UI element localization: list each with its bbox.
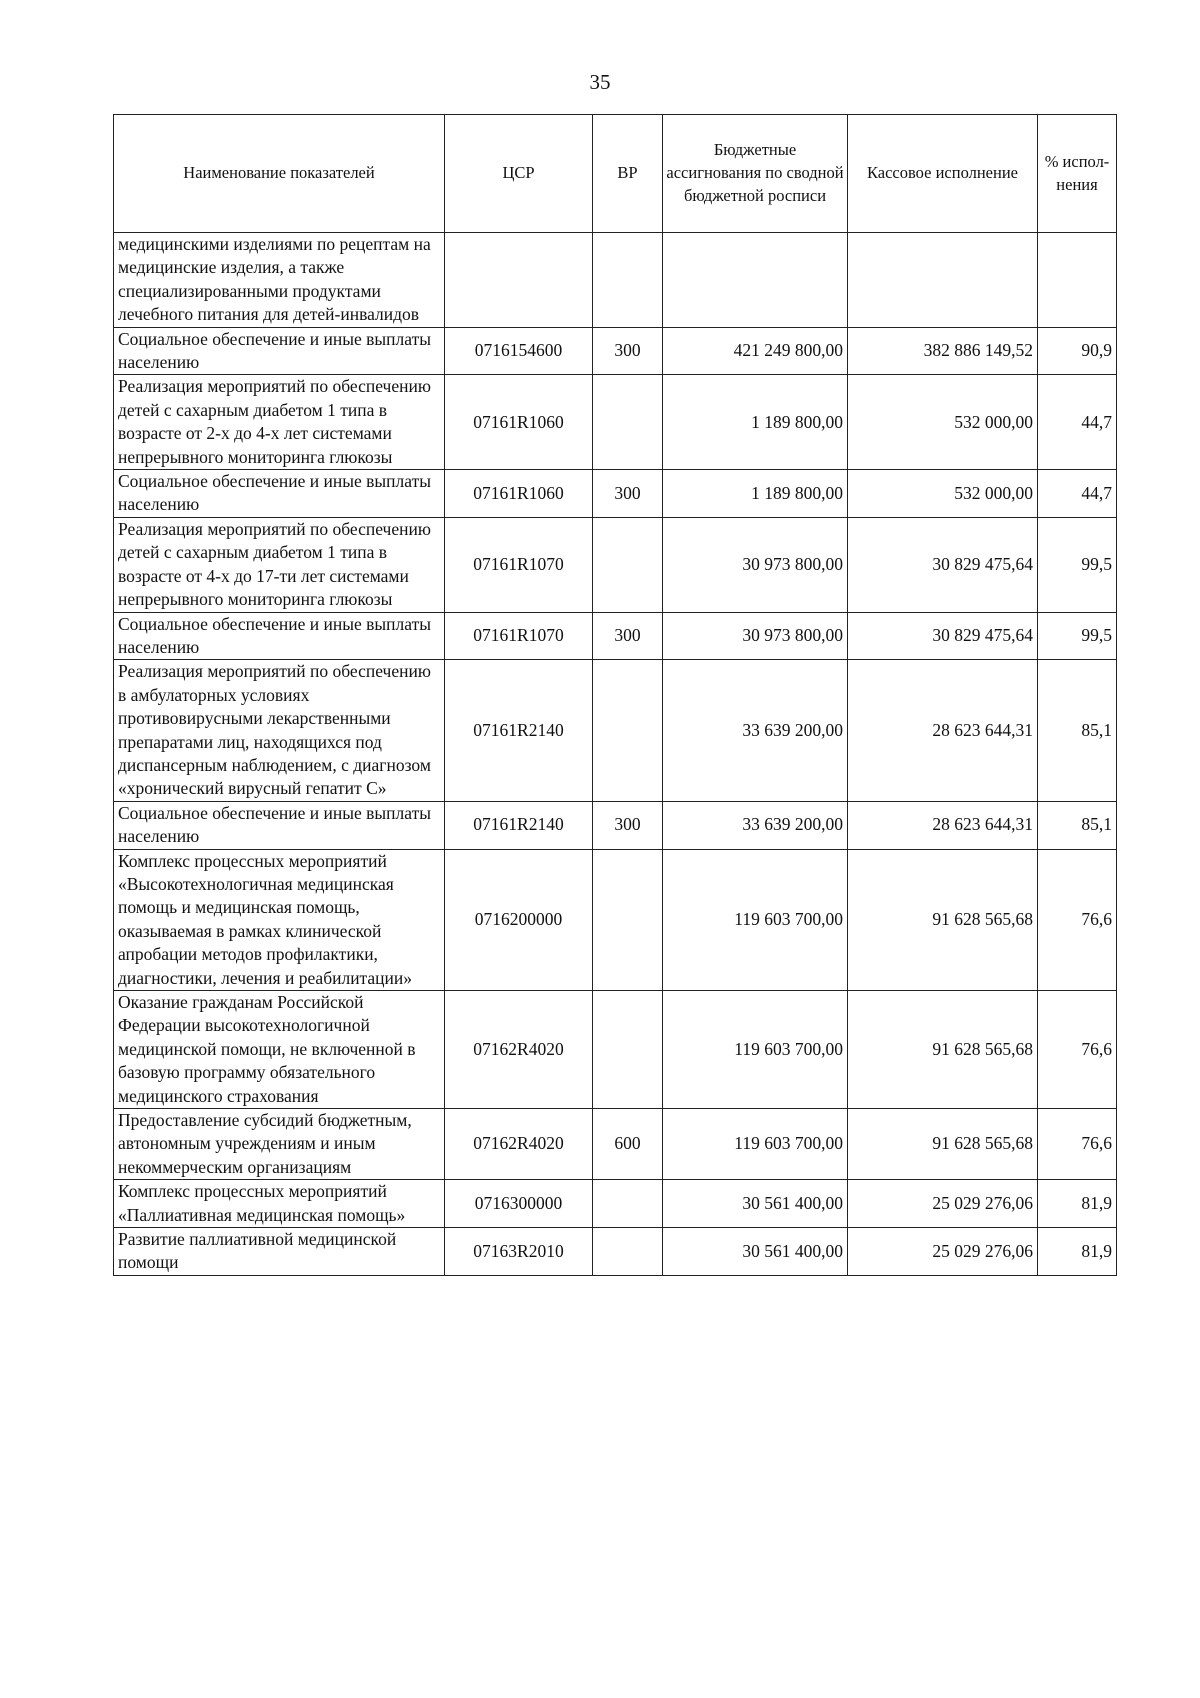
row-percent [1038, 233, 1117, 328]
row-name: Социальное обеспечение и иные выплаты населению [114, 470, 445, 518]
row-vr [593, 849, 663, 990]
row-cash: 25 029 276,06 [848, 1228, 1038, 1276]
row-percent: 90,9 [1038, 327, 1117, 375]
row-allocations: 1 189 800,00 [663, 470, 848, 518]
row-csr: 07161R1060 [445, 470, 593, 518]
row-vr: 300 [593, 470, 663, 518]
table-row [114, 801, 1117, 849]
row-allocations: 119 603 700,00 [663, 849, 848, 990]
row-name: Социальное обеспечение и иные выплаты населению [114, 612, 445, 660]
header-csr: ЦСР [445, 115, 593, 233]
row-percent: 99,5 [1038, 612, 1117, 660]
row-allocations: 30 561 400,00 [663, 1228, 848, 1276]
row-cash: 25 029 276,06 [848, 1180, 1038, 1228]
table-header-row [114, 115, 1117, 233]
row-name: Реализация мероприятий по обеспечению в амбулаторных условиях противовирусными лекарственными препаратами лиц, находящихся под диспансерным наблюдением, с диагнозом «хронический вирусный гепатит С» [114, 660, 445, 801]
row-csr: 0716154600 [445, 327, 593, 375]
row-cash: 91 628 565,68 [848, 849, 1038, 990]
row-vr [593, 660, 663, 801]
table-row [114, 1180, 1117, 1228]
row-allocations [663, 233, 848, 328]
row-percent: 44,7 [1038, 375, 1117, 470]
row-cash: 532 000,00 [848, 470, 1038, 518]
row-name: медицинскими изделиями по рецептам на медицинские изделия, а также специализированными продуктами лечебного питания для детей-инвалидов [114, 233, 445, 328]
header-name: Наименование показателей [114, 115, 445, 233]
row-allocations: 33 639 200,00 [663, 801, 848, 849]
row-name: Комплекс процессных мероприятий «Паллиативная медицинская помощь» [114, 1180, 445, 1228]
header-cash: Кассовое исполнение [848, 115, 1038, 233]
row-cash: 91 628 565,68 [848, 1109, 1038, 1180]
row-cash: 30 829 475,64 [848, 612, 1038, 660]
row-allocations: 30 561 400,00 [663, 1180, 848, 1228]
table-row [114, 612, 1117, 660]
table-row [114, 1228, 1117, 1276]
row-name: Комплекс процессных мероприятий «Высокотехнологичная медицинская помощь и медицинская помощь, оказываемая в рамках клинической апробации методов профилактики, диагностики, лечения и реабилитации» [114, 849, 445, 990]
table-row [114, 375, 1117, 470]
row-vr [593, 1228, 663, 1276]
row-percent: 76,6 [1038, 849, 1117, 990]
row-cash: 91 628 565,68 [848, 991, 1038, 1109]
row-csr: 07161R2140 [445, 660, 593, 801]
header-vr: ВР [593, 115, 663, 233]
row-vr: 300 [593, 612, 663, 660]
row-name: Реализация мероприятий по обеспечению детей с сахарным диабетом 1 типа в возрасте от 4-х до 17-ти лет системами непрерывного мониторинга глюкозы [114, 517, 445, 612]
row-percent: 81,9 [1038, 1180, 1117, 1228]
row-vr: 300 [593, 801, 663, 849]
row-cash: 382 886 149,52 [848, 327, 1038, 375]
row-name: Социальное обеспечение и иные выплаты населению [114, 801, 445, 849]
page-number: 35 [589, 70, 611, 94]
row-allocations: 30 973 800,00 [663, 517, 848, 612]
row-percent: 76,6 [1038, 991, 1117, 1109]
row-cash: 28 623 644,31 [848, 801, 1038, 849]
row-allocations: 33 639 200,00 [663, 660, 848, 801]
row-name: Реализация мероприятий по обеспечению детей с сахарным диабетом 1 типа в возрасте от 2-х до 4-х лет системами непрерывного мониторинга глюкозы [114, 375, 445, 470]
row-percent: 81,9 [1038, 1228, 1117, 1276]
row-vr [593, 517, 663, 612]
row-csr: 0716200000 [445, 849, 593, 990]
row-name: Развитие паллиативной медицинской помощи [114, 1228, 445, 1276]
row-allocations: 30 973 800,00 [663, 612, 848, 660]
row-csr: 07163R2010 [445, 1228, 593, 1276]
row-allocations: 119 603 700,00 [663, 991, 848, 1109]
table-row [114, 517, 1117, 612]
row-csr: 0716300000 [445, 1180, 593, 1228]
row-name: Оказание гражданам Российской Федерации высокотехнологичной медицинской помощи, не включенной в базовую программу обязательного медицинского страхования [114, 991, 445, 1109]
row-percent: 76,6 [1038, 1109, 1117, 1180]
row-name: Предоставление субсидий бюджетным, автономным учреждениям и иным некоммерческим организациям [114, 1109, 445, 1180]
budget-execution-table [113, 114, 1117, 1276]
row-allocations: 119 603 700,00 [663, 1109, 848, 1180]
row-vr [593, 991, 663, 1109]
row-vr [593, 233, 663, 328]
table-row [114, 849, 1117, 990]
row-percent: 85,1 [1038, 801, 1117, 849]
row-csr: 07162R4020 [445, 1109, 593, 1180]
header-percent: % испол-нения [1038, 115, 1117, 233]
row-cash: 532 000,00 [848, 375, 1038, 470]
row-csr [445, 233, 593, 328]
row-csr: 07162R4020 [445, 991, 593, 1109]
table-row [114, 660, 1117, 801]
row-csr: 07161R2140 [445, 801, 593, 849]
row-allocations: 1 189 800,00 [663, 375, 848, 470]
row-cash: 28 623 644,31 [848, 660, 1038, 801]
row-vr [593, 1180, 663, 1228]
row-cash: 30 829 475,64 [848, 517, 1038, 612]
row-percent: 85,1 [1038, 660, 1117, 801]
row-vr: 600 [593, 1109, 663, 1180]
row-vr [593, 375, 663, 470]
table-row [114, 233, 1117, 328]
row-allocations: 421 249 800,00 [663, 327, 848, 375]
table-row [114, 1109, 1117, 1180]
row-csr: 07161R1060 [445, 375, 593, 470]
row-percent: 99,5 [1038, 517, 1117, 612]
row-vr: 300 [593, 327, 663, 375]
row-cash [848, 233, 1038, 328]
table-row [114, 327, 1117, 375]
header-allocations: Бюджетные ассигнования по сводной бюджетной росписи [663, 115, 848, 233]
row-percent: 44,7 [1038, 470, 1117, 518]
row-name: Социальное обеспечение и иные выплаты населению [114, 327, 445, 375]
row-csr: 07161R1070 [445, 612, 593, 660]
table-row [114, 470, 1117, 518]
row-csr: 07161R1070 [445, 517, 593, 612]
table-row [114, 991, 1117, 1109]
